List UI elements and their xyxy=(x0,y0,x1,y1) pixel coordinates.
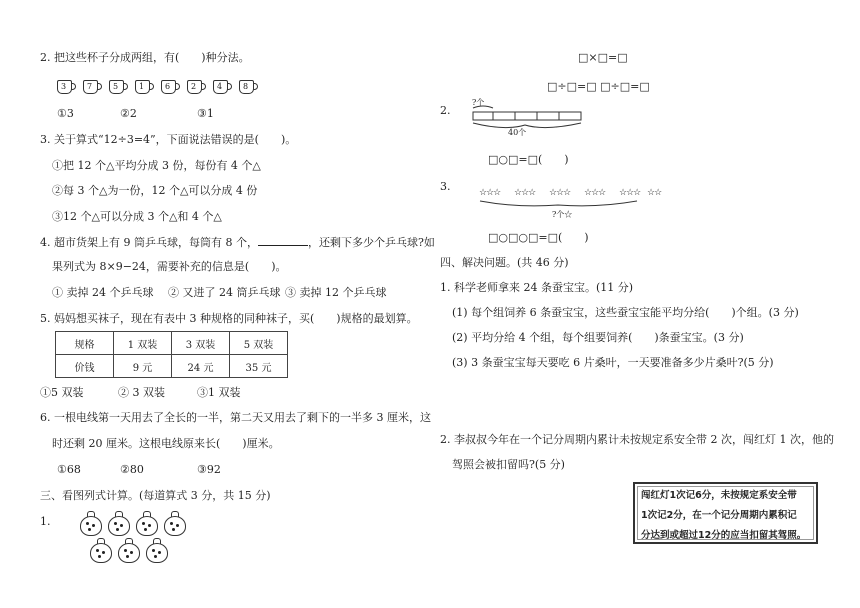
star-group: ☆☆☆ xyxy=(584,188,606,198)
bar-segment xyxy=(559,112,581,120)
problem1-part1: (1) 每个组饲养 6 条蚕宝宝，这些蚕宝宝能平均分给( )个组。(3 分) xyxy=(452,306,799,319)
bar-top-label: ?个 xyxy=(472,98,485,107)
table-cell: 规格 xyxy=(56,332,114,355)
q6-line1: 6. 一根电线第一天用去了全长的一半，第二天又用去了剩下的一半多 3 厘米，这 xyxy=(40,411,431,424)
table-cell: 24 元 xyxy=(172,355,230,378)
star-group: ☆☆☆ xyxy=(514,188,536,198)
q5-option-2[interactable]: ② 3 双装 xyxy=(118,386,165,399)
q2-option-3[interactable]: ③1 xyxy=(197,107,214,120)
cup-icon: 6 xyxy=(161,80,176,94)
cup-icon: 2 xyxy=(187,80,202,94)
q4-blank[interactable] xyxy=(258,235,308,246)
q6-line2: 时还剩 20 厘米。这根电线原来长( )厘米。 xyxy=(52,437,280,450)
bottom-brace xyxy=(473,123,581,128)
q2-number: 2. xyxy=(440,104,451,117)
table-cell: 1 双装 xyxy=(114,332,172,355)
q3-equation[interactable]: □○□○□=□( ) xyxy=(488,231,589,244)
problem1-text: 1. 科学老师拿来 24 条蚕宝宝。(11 分) xyxy=(440,281,634,294)
q3-option-2[interactable]: ②每 3 个△为一份，12 个△可以分成 4 份 xyxy=(52,184,258,197)
cup-icon: 7 xyxy=(83,80,98,94)
cup-icon: 3 xyxy=(57,80,72,94)
section3-q1-number: 1. xyxy=(40,515,51,528)
section3-title: 三、看图列式计算。(每道算式 3 分，共 15 分) xyxy=(40,489,271,502)
section4-title: 四、解决问题。(共 46 分) xyxy=(440,256,569,269)
table-cell: 3 双装 xyxy=(172,332,230,355)
bar-bottom-label: 40个 xyxy=(508,128,527,137)
cup-icon: 1 xyxy=(135,80,150,94)
top-brace xyxy=(473,106,493,108)
q2-option-1[interactable]: ①3 xyxy=(57,107,74,120)
problem1-part3: (3) 3 条蚕宝宝每天要吃 6 片桑叶，一天要准备多少片桑叶?(5 分) xyxy=(452,356,774,369)
rule-line: 分达到或超过12分的应当扣留其驾照。 xyxy=(641,530,807,541)
q6-option-2[interactable]: ②80 xyxy=(120,463,144,476)
table-cell: 价钱 xyxy=(56,355,114,378)
q4-line1: 4. 超市货架上有 9 筒乒乓球，每筒有 8 个， ，还剩下多少个乒乓球?如 xyxy=(40,236,435,249)
star-group: ☆☆☆ xyxy=(479,188,501,198)
q5-option-3[interactable]: ③1 双装 xyxy=(197,386,241,399)
q6-option-3[interactable]: ③92 xyxy=(197,463,221,476)
cup-icon: 4 xyxy=(213,80,228,94)
table-cell: 5 双装 xyxy=(230,332,288,355)
bar-segment xyxy=(473,112,493,120)
q4-option-1[interactable]: ① 卖掉 24 个乒乓球 xyxy=(52,286,154,299)
bar-diagram xyxy=(470,104,585,140)
traffic-rule-box xyxy=(633,482,818,544)
q3-option-3[interactable]: ③12 个△可以分成 3 个△和 4 个△ xyxy=(52,210,222,223)
cup-icon: 5 xyxy=(109,80,124,94)
money-bag-icon xyxy=(80,516,102,536)
equation-box-1[interactable]: □×□=□ xyxy=(578,51,628,64)
bar-segment xyxy=(493,112,515,120)
money-bag-icon xyxy=(146,543,168,563)
q3-number: 3. xyxy=(440,180,451,193)
q4-option-2[interactable]: ② 又进了 24 筒乒乓球 xyxy=(168,286,281,299)
money-bag-icon xyxy=(90,543,112,563)
money-bag-icon xyxy=(164,516,186,536)
q4-line2: 果列式为 8×9−24，需要补充的信息是( )。 xyxy=(52,260,287,273)
star-group: ☆☆ xyxy=(647,188,662,198)
q5-option-1[interactable]: ①5 双装 xyxy=(40,386,84,399)
money-bag-icon xyxy=(108,516,130,536)
rule-line: 闯红灯1次记6分，未按规定系安全带 xyxy=(641,490,797,501)
money-bag-icon xyxy=(118,543,140,563)
bar-segment xyxy=(537,112,559,120)
q3-option-1[interactable]: ①把 12 个△平均分成 3 份，每份有 4 个△ xyxy=(52,159,261,172)
star-group: ☆☆☆ xyxy=(619,188,641,198)
sock-price-table xyxy=(55,331,288,378)
problem2-line2: 驾照会被扣留吗?(5 分) xyxy=(452,458,565,471)
q2-option-2[interactable]: ②2 xyxy=(120,107,137,120)
star-group: ☆☆☆ xyxy=(549,188,571,198)
cup-icon: 8 xyxy=(239,80,254,94)
q4-option-3[interactable]: ③ 卖掉 12 个乒乓球 xyxy=(285,286,387,299)
problem1-part2: (2) 平均分给 4 个组，每个组要饲养( )条蚕宝宝。(3 分) xyxy=(452,331,744,344)
table-row xyxy=(56,355,288,378)
q3-text: 3. 关于算式“12÷3=4”，下面说法错误的是( )。 xyxy=(40,133,297,146)
rule-line: 1次记2分，在一个记分周期内累积记 xyxy=(641,510,797,521)
q6-option-1[interactable]: ①68 xyxy=(57,463,81,476)
equation-box-2[interactable]: □÷□=□ □÷□=□ xyxy=(547,80,650,93)
table-cell: 35 元 xyxy=(230,355,288,378)
bar-segment xyxy=(515,112,537,120)
problem2-line1: 2. 李叔叔今年在一个记分周期内累计未按规定系安全带 2 次，闯红灯 1 次，他的 xyxy=(440,433,834,446)
money-bag-icon xyxy=(136,516,158,536)
q5-text: 5. 妈妈想买袜子，现在有表中 3 种规格的同种袜子，买( )规格的最划算。 xyxy=(40,312,418,325)
table-cell: 9 元 xyxy=(114,355,172,378)
table-row xyxy=(56,332,288,355)
q2-equation[interactable]: □○□=□( ) xyxy=(488,153,569,166)
star-brace-label: ?个☆ xyxy=(552,210,573,219)
q2-text: 2. 把这些杯子分成两组，有( )种分法。 xyxy=(40,51,250,64)
